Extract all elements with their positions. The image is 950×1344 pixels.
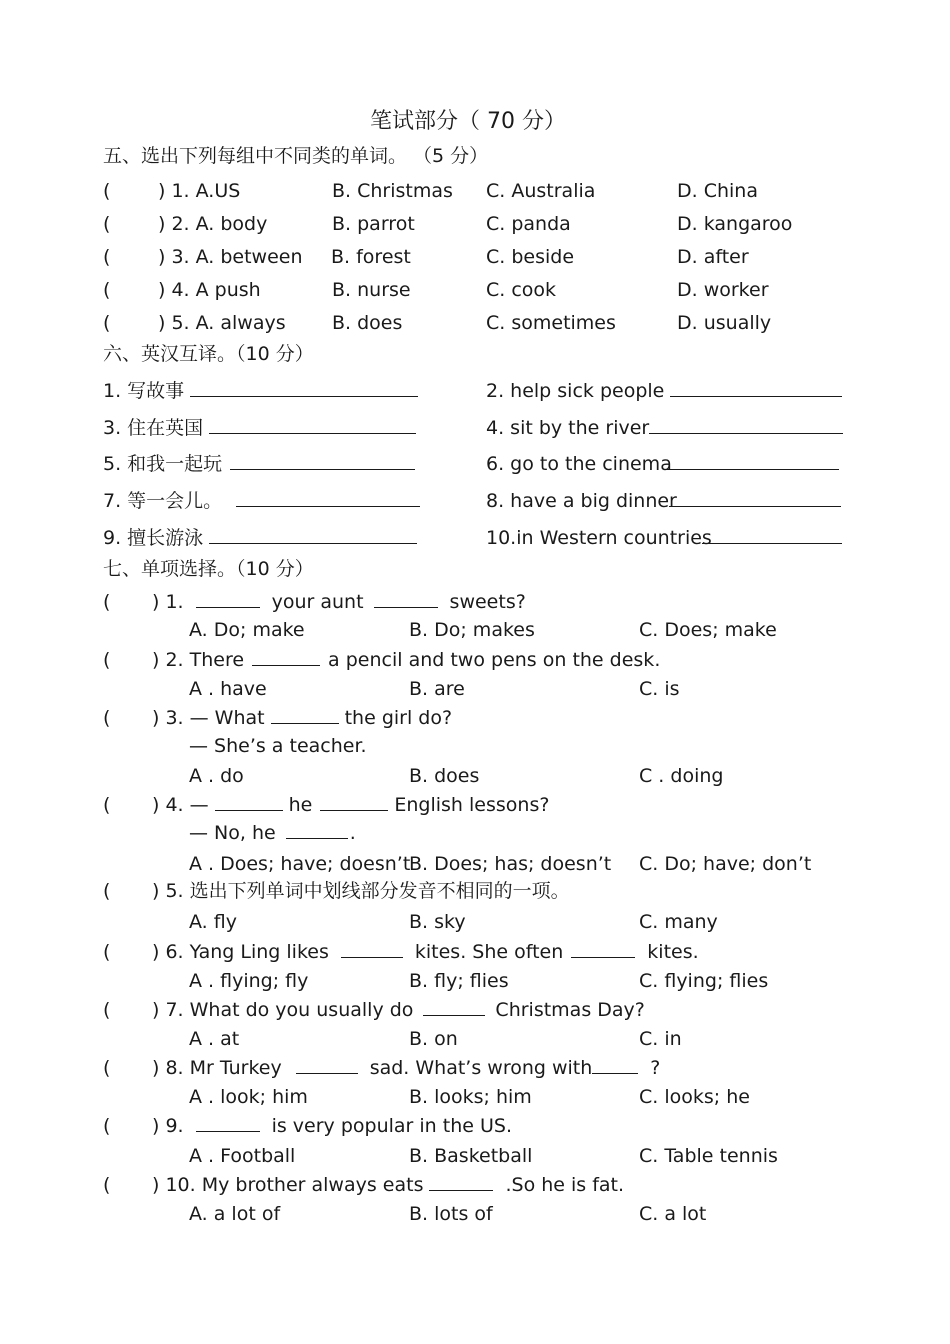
option-c: C. Australia [486,180,596,202]
option-a: A . at [189,1028,240,1050]
option-d: D. after [677,246,749,268]
answer-blank[interactable] [209,529,417,544]
question-3: ) 3. — What the girl do? [152,707,453,729]
section-five-heading: 五、选出下列每组中不同类的单词。 （5 分） [103,145,489,167]
option-c: C. panda [486,213,571,235]
answer-blank[interactable] [702,529,842,544]
option-b: B. Christmas [332,180,453,202]
option-b: B. does [332,312,403,334]
option-c: C. Do; have; don’t [639,853,812,875]
question-8: ) 8. Mr Turkey sad. What’s wrong with ? [152,1057,661,1079]
option-b: B. does [409,765,480,787]
option-a: A . Football [189,1145,296,1167]
option-a: A. a lot of [189,1203,281,1225]
option-c: C. a lot [639,1203,707,1225]
question-number: ) 2. A. body [158,213,268,235]
paren-open: ( [103,180,111,202]
option-b: B. forest [331,246,411,268]
paren-open: ( [103,794,111,816]
option-a: A . flying; fly [189,970,309,992]
question-1: ) 1. your aunt sweets? [152,591,526,613]
option-c: C . doing [639,765,724,787]
option-b: B. parrot [332,213,415,235]
answer-blank[interactable] [341,943,403,958]
option-c: C. Does; make [639,619,777,641]
option-c: C. in [639,1028,682,1050]
option-a: A . have [189,678,267,700]
translation-item: 4. sit by the river [486,419,843,438]
answer-blank[interactable] [670,382,842,397]
answer-blank[interactable] [592,1059,638,1074]
page-title: 笔试部分（ 70 分） [370,109,566,134]
option-b: B. lots of [409,1203,493,1225]
option-a: A. Do; make [189,619,305,641]
answer-blank[interactable] [571,943,635,958]
paren-open: ( [103,1174,111,1196]
paren-open: ( [103,649,111,671]
option-b: B. sky [409,911,466,933]
paren-open: ( [103,1057,111,1079]
option-b: B. on [409,1028,458,1050]
section-six-heading: 六、英汉互译。（10 分） [103,343,314,365]
translation-item: 6. go to the cinema [486,455,839,474]
translation-item: 7. 等一会儿。 [103,492,420,511]
option-c: C. looks; he [639,1086,750,1108]
option-b: B. Basketball [409,1145,533,1167]
option-d: D. China [677,180,758,202]
translation-item: 2. help sick people [486,382,842,401]
answer-blank[interactable] [429,1176,493,1191]
paren-open: ( [103,591,111,613]
answer-blank[interactable] [664,455,839,470]
dialogue-line: — No, he . [189,822,356,844]
option-c: C. many [639,911,718,933]
option-a: A . look; him [189,1086,308,1108]
answer-blank[interactable] [374,593,438,608]
translation-item: 9. 擅长游泳 [103,529,417,548]
option-b: B. fly; flies [409,970,509,992]
question-7: ) 7. What do you usually do Christmas Day? [152,999,645,1021]
paren-open: ( [103,999,111,1021]
paren-open: ( [103,707,111,729]
paren-open: ( [103,246,111,268]
question-10: ) 10. My brother always eats .So he is fat. [152,1174,625,1196]
question-4: ) 4. — he English lessons? [152,794,550,816]
answer-blank[interactable] [209,419,416,434]
dialogue-line: — She’s a teacher. [189,735,367,757]
option-d: D. worker [677,279,769,301]
option-b: B. are [409,678,465,700]
question-number: ) 4. A push [158,279,261,301]
question-number: ) 3. A. between [158,246,303,268]
answer-blank[interactable] [271,709,339,724]
question-2: ) 2. There a pencil and two pens on the desk. [152,649,661,671]
option-a: A . Does; have; doesn’t [189,853,411,875]
answer-blank[interactable] [196,1117,260,1132]
option-c: C. is [639,678,680,700]
option-b: B. Do; makes [409,619,535,641]
answer-blank[interactable] [190,382,418,397]
question-9: ) 9. is very popular in the US. [152,1115,512,1137]
answer-blank[interactable] [236,492,420,507]
option-a: A . do [189,765,244,787]
option-d: D. usually [677,312,772,334]
option-b: B. Does; has; doesn’t [409,853,612,875]
answer-blank[interactable] [215,796,283,811]
paren-open: ( [103,213,111,235]
translation-item: 3. 住在英国 [103,419,416,438]
section-seven-heading: 七、单项选择。（10 分） [103,558,314,580]
translation-item: 8. have a big dinner [486,492,841,511]
paren-open: ( [103,1115,111,1137]
question-6: ) 6. Yang Ling likes kites. She often kites. [152,941,699,963]
paren-open: ( [103,279,111,301]
option-c: C. cook [486,279,557,301]
translation-item: 1. 写故事 [103,382,418,401]
paren-open: ( [103,941,111,963]
option-b: B. nurse [332,279,411,301]
question-number: ) 1. A.US [158,180,241,202]
question-number: ) 5. A. always [158,312,286,334]
option-c: C. Table tennis [639,1145,778,1167]
option-b: B. looks; him [409,1086,532,1108]
answer-blank[interactable] [296,1059,358,1074]
paren-open: ( [103,880,111,902]
answer-blank[interactable] [286,824,348,839]
answer-blank[interactable] [423,1001,485,1016]
option-a: A. fly [189,911,237,933]
translation-item: 5. 和我一起玩 [103,455,415,474]
option-c: C. beside [486,246,575,268]
answer-blank[interactable] [196,593,260,608]
option-d: D. kangaroo [677,213,793,235]
translation-item: 10.in Western countries [486,529,842,548]
answer-blank[interactable] [230,455,415,470]
option-c: C. sometimes [486,312,616,334]
option-c: C. flying; flies [639,970,769,992]
answer-blank[interactable] [649,419,843,434]
answer-blank[interactable] [252,651,320,666]
question-5: ) 5. 选出下列单词中划线部分发音不相同的一项。 [152,880,570,902]
answer-blank[interactable] [669,492,841,507]
answer-blank[interactable] [320,796,388,811]
paren-open: ( [103,312,111,334]
